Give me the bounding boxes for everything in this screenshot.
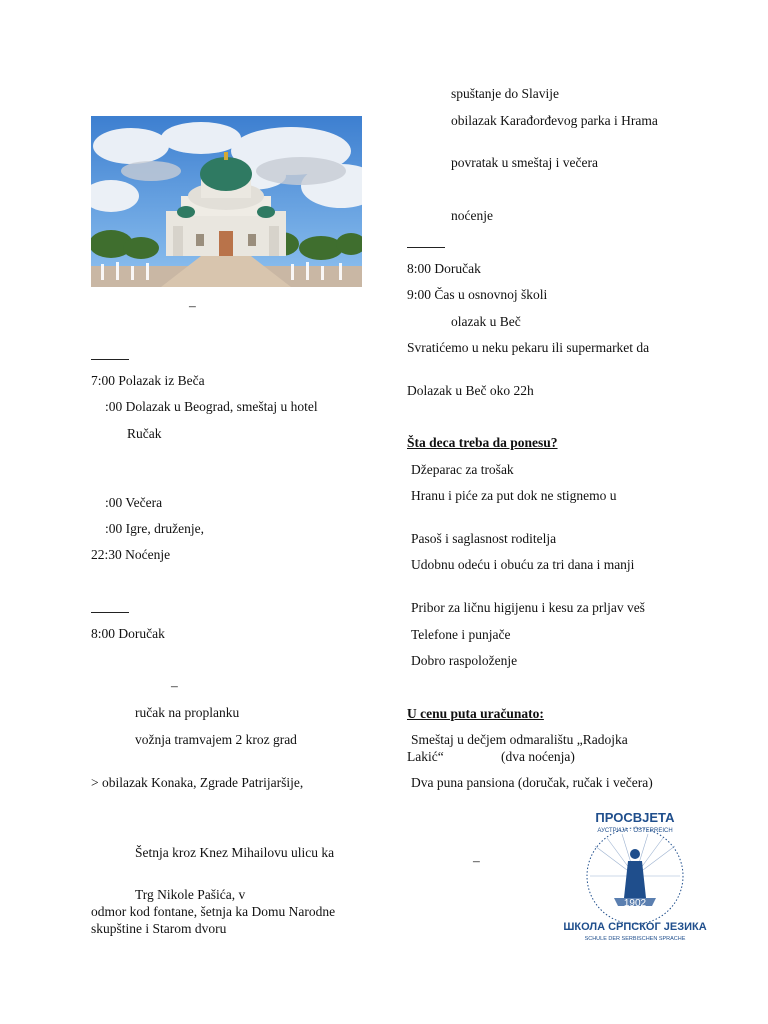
schedule-line: :00 Dolazak u Beograd, smeštaj u hotel [105, 399, 318, 414]
logo-top-text: ПРОСВЈЕТА [595, 810, 675, 825]
schedule-line: ručak na proplanku [135, 705, 240, 720]
schedule-line: :00 Večera [105, 495, 163, 510]
dash: – [473, 853, 480, 868]
logo-sub-text: АУСТРИЈА · ÖSTERREICH [597, 828, 673, 834]
section-rule [407, 247, 445, 248]
bring-item: Hranu i piće za put dok ne stignemo u [411, 488, 617, 503]
price-item-note: (dva noćenja) [501, 749, 575, 764]
price-item: Lakić“ [407, 749, 444, 764]
schedule-line: 7:00 Polazak iz Beča [91, 373, 205, 388]
bring-item: Udobnu odeću i obuću za tri dana i manji [411, 557, 635, 572]
section-rule [91, 612, 129, 613]
schedule-line: obilazak Karađorđevog parka i Hrama [451, 113, 658, 128]
bring-item: Pasoš i saglasnost roditelja [411, 531, 557, 546]
bring-item: Džeparac za trošak [411, 462, 514, 477]
schedule-line: vožnja tramvajem 2 kroz grad [135, 732, 297, 747]
logo-year: 1902 [623, 898, 647, 909]
schedule-line: > obilazak Konaka, Zgrade Patrijaršije, [91, 775, 304, 790]
schedule-line: odmor kod fontane, šetnja ka Domu Narodne [91, 904, 336, 919]
schedule-line: 9:00 Čas u osnovnoj školi [407, 287, 548, 302]
schedule-line: olazak u Beč [451, 314, 521, 329]
section-rule [91, 359, 129, 360]
schedule-line: 8:00 Doručak [407, 261, 481, 276]
dash: – [171, 678, 178, 693]
schedule-line: skupštine i Starom dvoru [91, 921, 227, 936]
price-heading: U cenu puta uračunato: [407, 706, 544, 721]
logo-bottom-text: SCHULE DER SERBISCHEN SPRACHE [584, 936, 686, 942]
schedule-line: Dolazak u Beč oko 22h [407, 383, 534, 398]
schedule-line: :00 Igre, druženje, [105, 521, 204, 536]
schedule-line: spuštanje do Slavije [451, 86, 559, 101]
price-item: Smeštaj u dečjem odmaralištu „Radojka [411, 732, 628, 747]
school-logo [562, 806, 708, 948]
price-item: Dva puna pansiona (doručak, ručak i večera) [411, 775, 653, 790]
bring-item: Pribor za ličnu higijenu i kesu za prljav veš [411, 600, 645, 615]
schedule-line: Ručak [127, 426, 162, 441]
schedule-line: noćenje [451, 208, 493, 223]
bring-item: Dobro raspoloženje [411, 653, 518, 668]
bring-item: Telefone i punjače [411, 627, 511, 642]
schedule-line: 22:30 Noćenje [91, 547, 171, 562]
logo-main-text: ШКОЛА СРПСКОГ ЈЕЗИКА [563, 921, 707, 933]
dash: – [189, 298, 196, 313]
schedule-line: Šetnja kroz Knez Mihailovu ulicu ka [135, 845, 335, 860]
bring-heading: Šta deca treba da ponesu? [407, 435, 558, 450]
schedule-line: povratak u smeštaj i večera [451, 155, 598, 170]
schedule-line: 8:00 Doručak [91, 626, 165, 641]
temple-photo [91, 116, 362, 287]
schedule-line: Svratićemo u neku pekaru ili supermarket da [407, 340, 650, 355]
schedule-line: Trg Nikole Pašića, v [135, 887, 246, 902]
